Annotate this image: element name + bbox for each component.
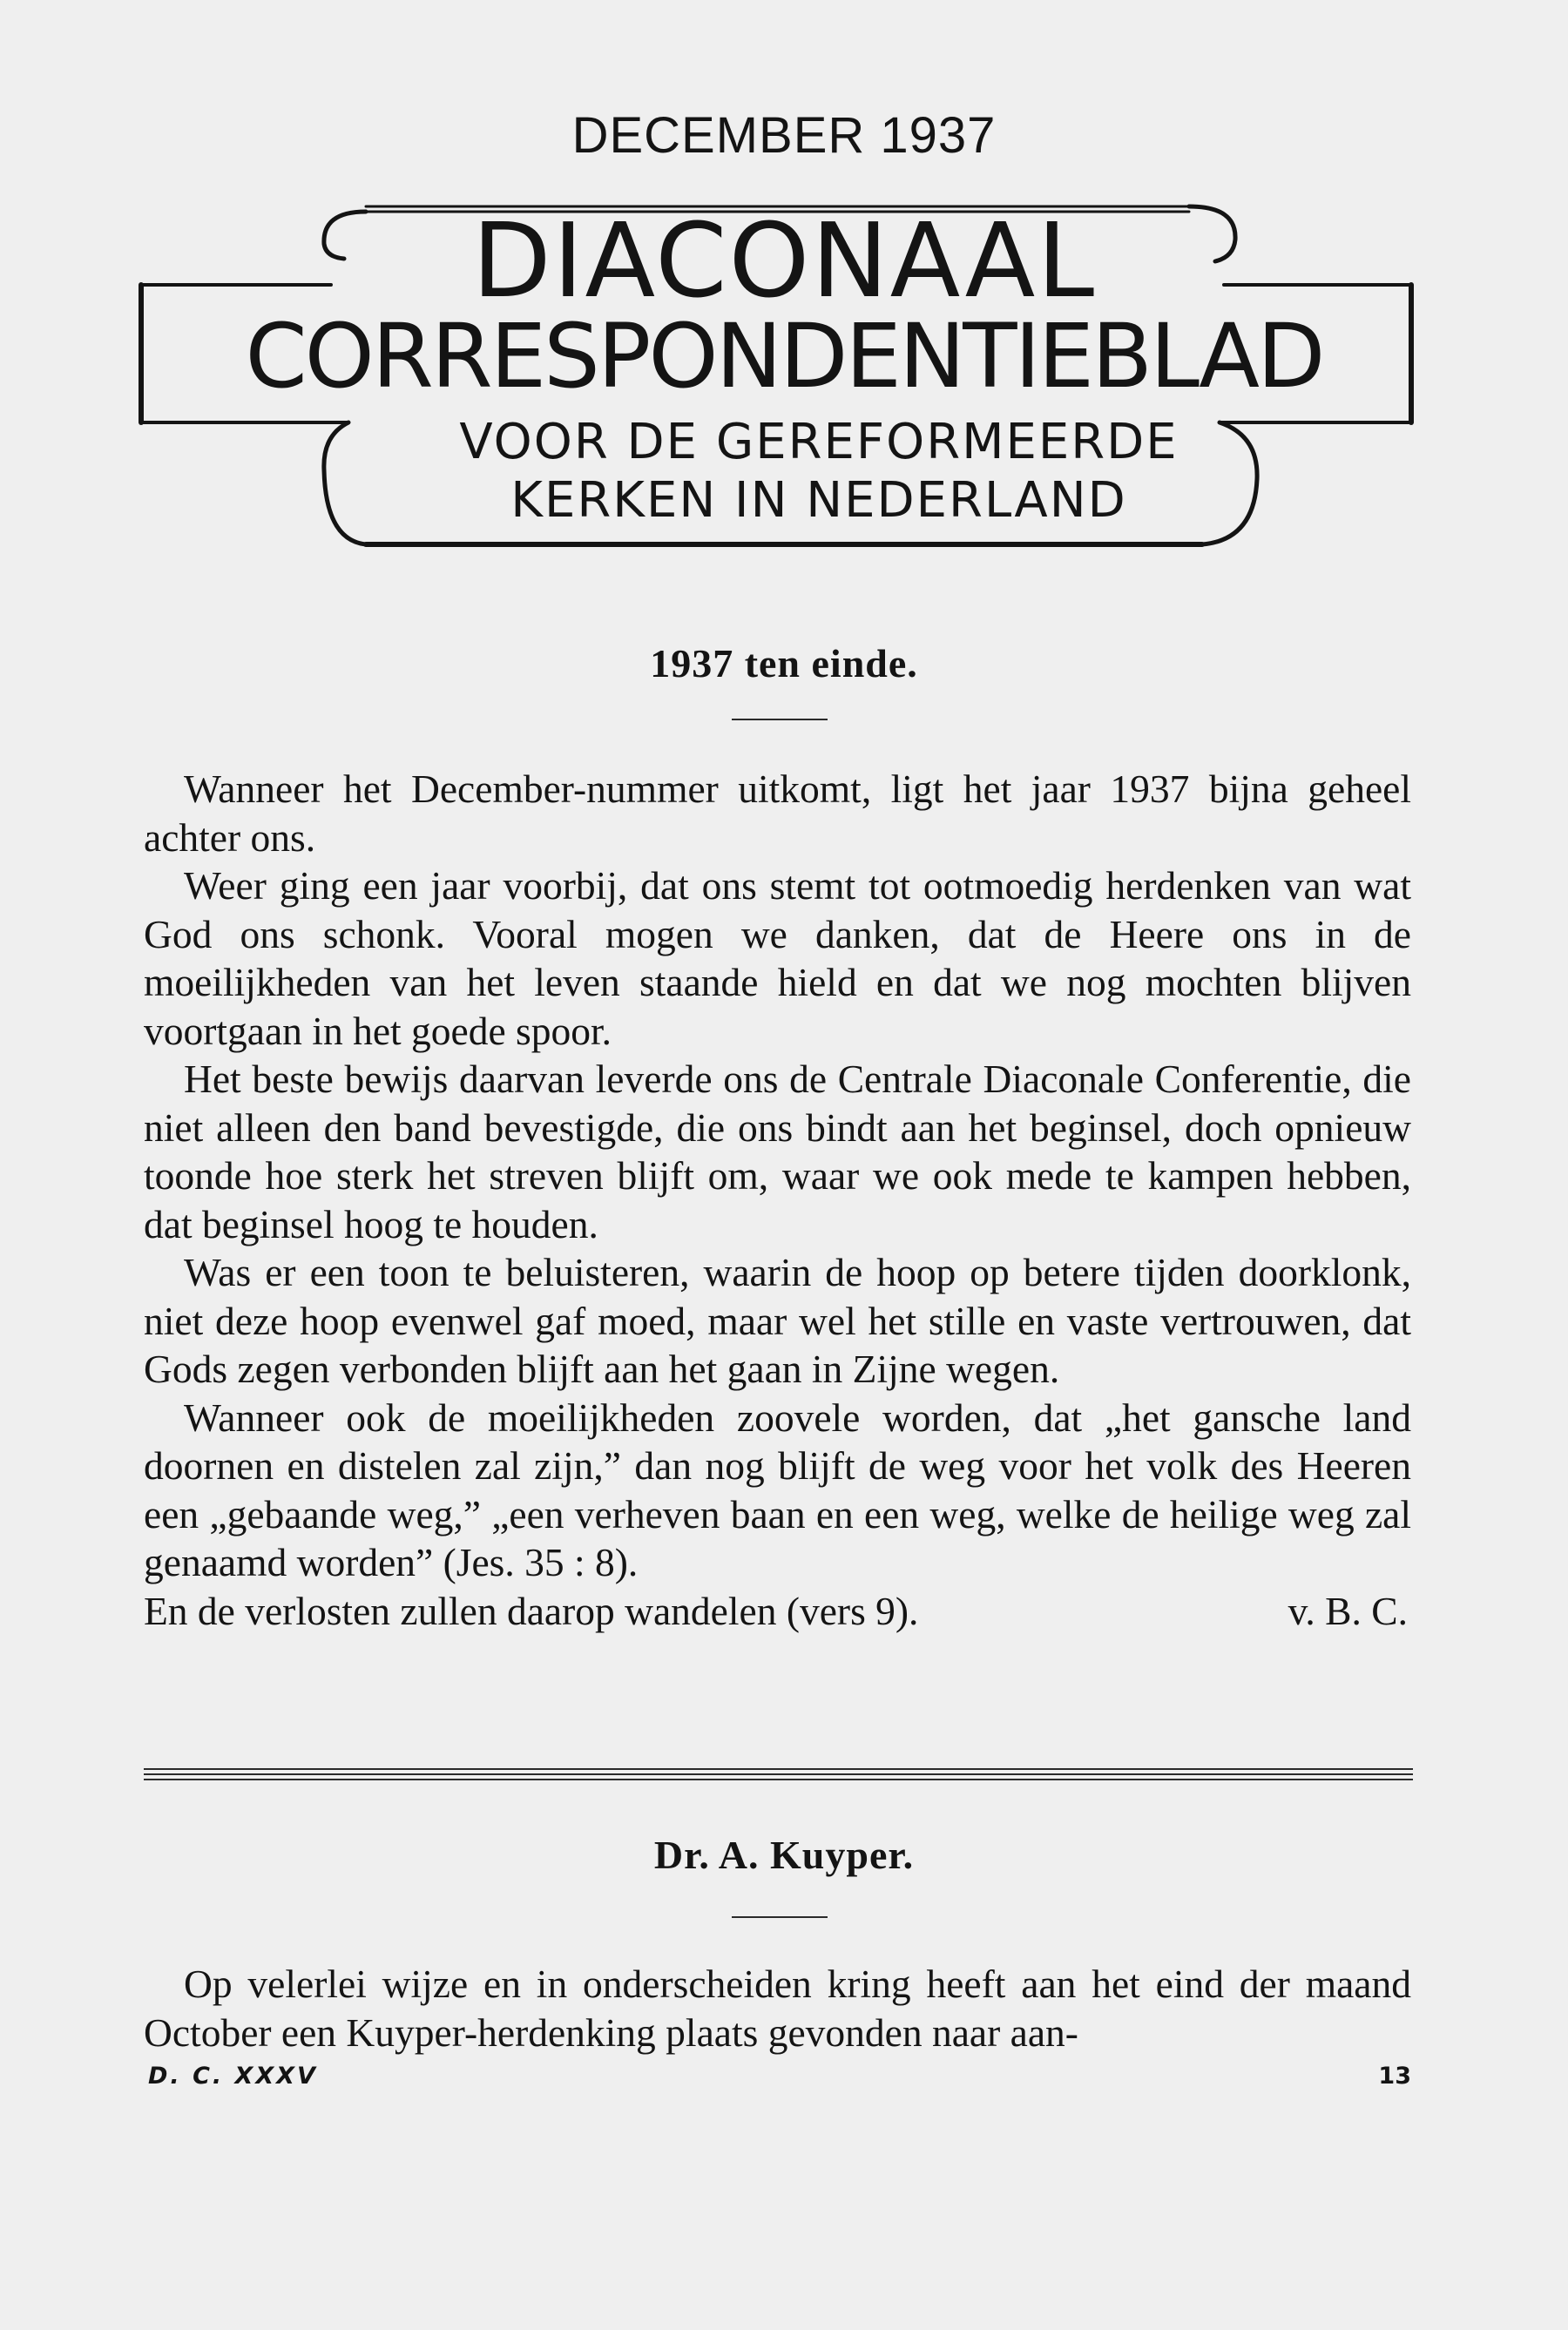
- masthead-title-line1: DIACONAAL: [471, 200, 1097, 321]
- paragraph: Wanneer het December-nummer uitkomt, ligt het jaar 1937 bijna geheel achter ons.: [144, 767, 1411, 860]
- paragraph: Op velerlei wijze en in onderscheiden kring heeft aan het eind der maand October een Kuyper-herdenking plaats gevonden naar aan-: [144, 1962, 1411, 2055]
- article-body: [144, 765, 1411, 1635]
- paragraph: Was er een toon te beluisteren, waarin de hoop op betere tijden doorklonk, niet deze hoop evenwel gaf moed, maar wel het stille en vaste vertrouwen, dat Gods zegen verbonden blijft aan het gaan in Zijne wegen.: [144, 1250, 1411, 1391]
- section-divider: [144, 1768, 1413, 1780]
- page-number: 13: [1378, 2063, 1411, 2090]
- masthead-subtitle-line2: KERKEN IN NEDERLAND: [510, 472, 1127, 529]
- masthead: [0, 174, 1568, 566]
- paragraph: Weer ging een jaar voorbij, dat ons stemt tot ootmoedig herdenken van wat God ons schonk. Vooral mogen we danken, dat de Heere ons in de moeilijkheden van het leven staande hield en dat we nog mochten blijven voortgaan in het goede spoor.: [144, 863, 1411, 1053]
- masthead-subtitle-line1: VOOR DE GEREFORMEERDE: [459, 414, 1179, 470]
- closing-sentence: En de verlosten zullen daarop wandelen (vers 9).: [144, 1588, 919, 1633]
- issue-date: DECEMBER 1937: [571, 107, 997, 164]
- title-divider: [732, 1916, 828, 1918]
- article-title: 1937 ten einde.: [650, 641, 918, 685]
- article-title: Dr. A. Kuyper.: [653, 1833, 915, 1877]
- closing-line: [144, 1587, 1411, 1636]
- paragraph: Het beste bewijs daarvan leverde ons de Centrale Diaconale Conferentie, die niet alleen den band bevestigde, die ons bindt aan het beginsel, doch opnieuw toonde hoe sterk het streven blijft om, waar we ook mede te kampen hebben, dat beginsel hoog te houden.: [144, 1057, 1411, 1246]
- signature-mark: D. C. XXXV: [148, 2063, 318, 2090]
- author-signature: v. B. C.: [1288, 1588, 1408, 1633]
- title-divider: [732, 719, 828, 720]
- paragraph: Wanneer ook de moeilijkheden zoovele worden, dat „het gansche land doornen en distelen zal zijn,” dan nog blijft de weg voor het volk des Heeren een „gebaande weg,” „een verheven baan en een weg, welke de heilige weg zal genaamd worden” (Jes. 35 : 8).: [144, 1395, 1411, 1584]
- page-footer: [148, 2063, 1411, 2090]
- masthead-title-line2: CORRESPONDENTIEBLAD: [245, 305, 1323, 409]
- article-body: [144, 1960, 1411, 2056]
